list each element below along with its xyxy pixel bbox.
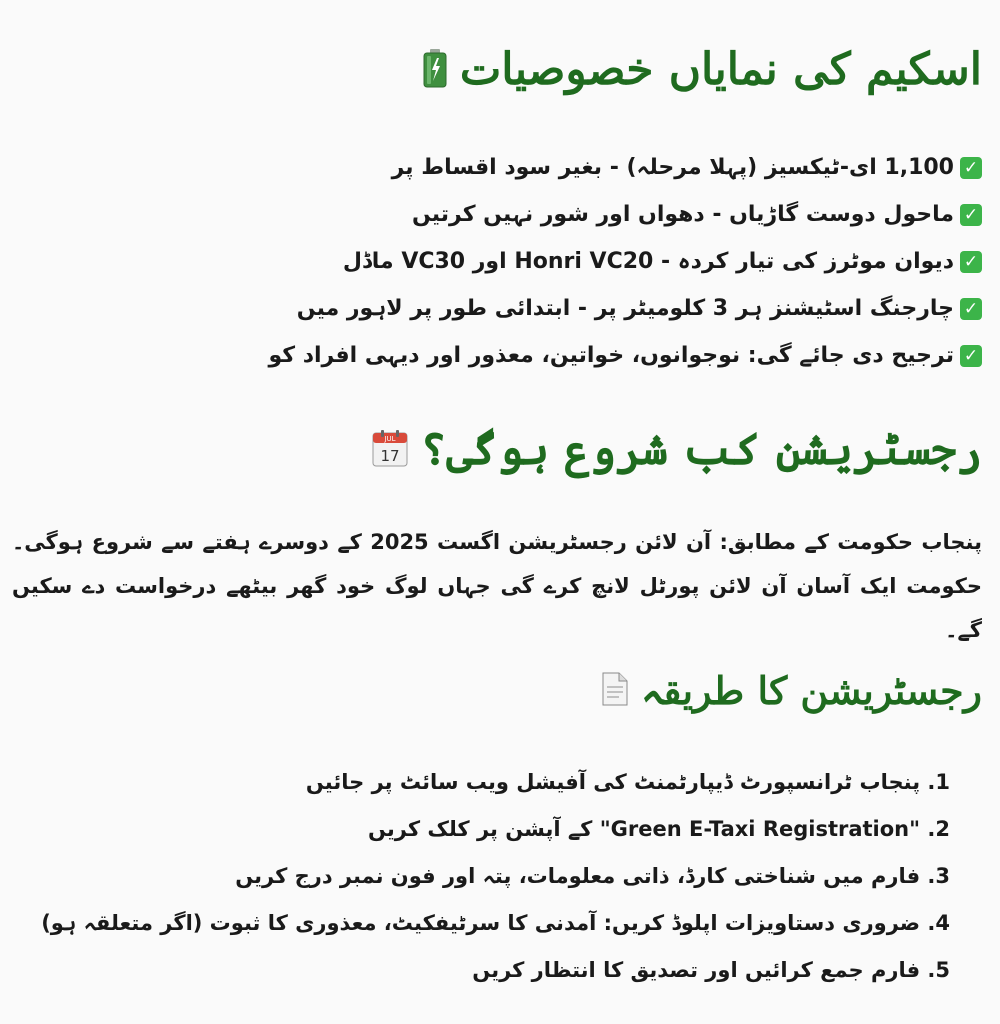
registration-start-heading xyxy=(372,424,982,475)
calendar-day: 17 xyxy=(380,446,400,465)
feature-text: 1,100 ای-ٹیکسیز (پہلا مرحلہ) - بغیر سود اقساط پر xyxy=(391,155,954,180)
battery-icon xyxy=(422,48,448,92)
registration-start-paragraph: پنجاب حکومت کے مطابق: آن لائن رجسٹریشن اگست 2025 کے دوسرے ہفتے سے شروع ہوگی۔ حکومت ایک آسان آن لائن پورٹل لانچ کرے گی جہاں لوگ خود گھر بیٹھے درخواست دے سکیں گے۔ xyxy=(12,530,982,642)
features-heading xyxy=(422,44,982,95)
step-item: 1. پنجاب ٹرانسپورٹ ڈیپارٹمنٹ کی آفیشل ویب سائٹ پر جائیں xyxy=(305,769,950,794)
step-item: 2. "Green E-Taxi Registration" کے آپشن پر کلک کریں xyxy=(367,816,950,841)
step-item: 4. ضروری دستاویزات اپلوڈ کریں: آمدنی کا سرٹیفکیٹ، معذوری کا ثبوت (اگر متعلقہ ہو) xyxy=(41,910,950,935)
registration-start-title: رجسٹریشن کب شروع ہوگی؟ xyxy=(420,424,982,475)
checkmark-icon: ✓ xyxy=(960,345,982,367)
registration-steps-list xyxy=(41,758,950,993)
feature-text: چارجنگ اسٹیشنز ہر 3 کلومیٹر پر - ابتدائی طور پر لاہور میں xyxy=(296,296,954,321)
features-list xyxy=(82,144,982,379)
feature-item xyxy=(82,332,982,379)
calendar-month: JUL xyxy=(384,434,396,443)
step-item: 3. فارم میں شناختی کارڈ، ذاتی معلومات، پتہ اور فون نمبر درج کریں xyxy=(235,863,950,888)
feature-item xyxy=(82,191,982,238)
checkmark-icon: ✓ xyxy=(960,157,982,179)
feature-text: دیوان موٹرز کی تیار کردہ - Honri VC20 اور VC30 ماڈل xyxy=(342,249,954,274)
feature-text: ماحول دوست گاڑیاں - دھواں اور شور نہیں کرتیں xyxy=(411,202,954,227)
checkmark-icon: ✓ xyxy=(960,204,982,226)
registration-method-title: رجسٹریشن کا طریقہ xyxy=(641,668,982,713)
document-icon xyxy=(601,672,629,710)
registration-method-heading xyxy=(601,668,982,713)
feature-item xyxy=(82,238,982,285)
features-title: اسکیم کی نمایاں خصوصیات xyxy=(459,44,982,95)
feature-text: ترجیح دی جائے گی: نوجوانوں، خواتین، معذور اور دیہی افراد کو xyxy=(268,343,954,368)
feature-item xyxy=(82,144,982,191)
checkmark-icon: ✓ xyxy=(960,298,982,320)
feature-item xyxy=(82,285,982,332)
calendar-icon xyxy=(372,429,408,471)
step-item: 5. فارم جمع کرائیں اور تصدیق کا انتظار کریں xyxy=(472,957,950,982)
checkmark-icon: ✓ xyxy=(960,251,982,273)
